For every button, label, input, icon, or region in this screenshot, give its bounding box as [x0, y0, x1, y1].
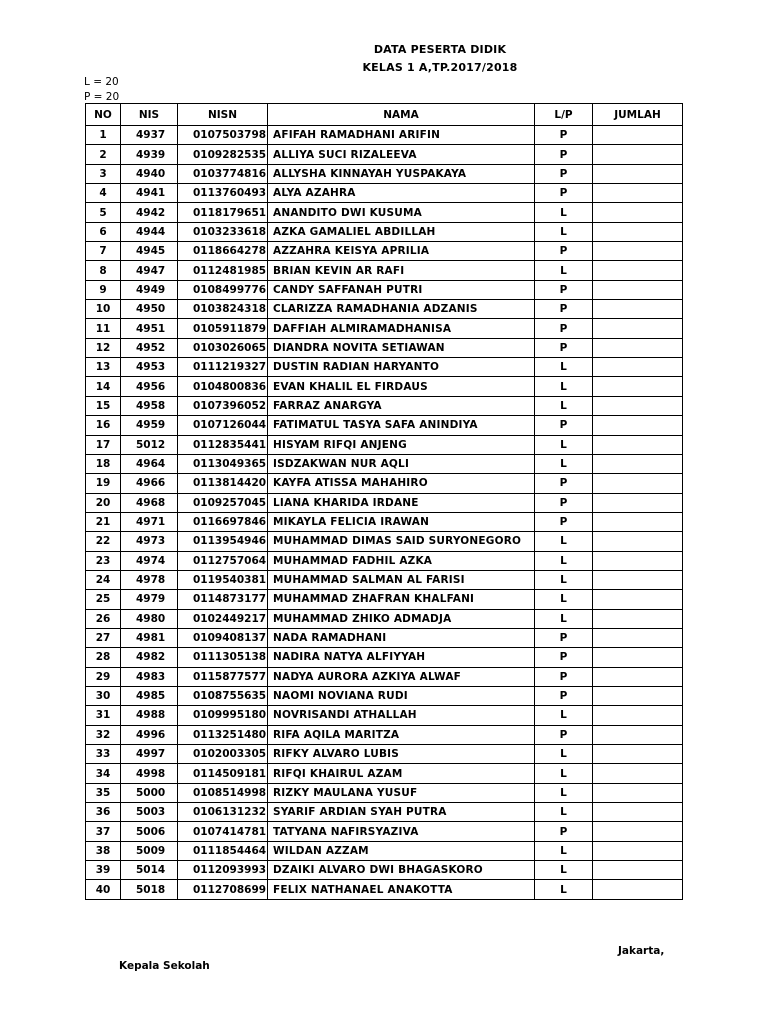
- cell-jumlah: [593, 203, 683, 222]
- cell-lp: L: [535, 706, 593, 725]
- cell-no: 33: [86, 745, 121, 764]
- cell-nama: RIFKY ALVARO LUBIS: [268, 745, 535, 764]
- cell-nisn: 0113954946: [178, 532, 268, 551]
- cell-nisn: 0104800836: [178, 377, 268, 396]
- cell-nama: ALLYSHA KINNAYAH YUSPAKAYA: [268, 164, 535, 183]
- cell-nisn: 0112835441: [178, 435, 268, 454]
- cell-nama: RIFA AQILA MARITZA: [268, 725, 535, 744]
- cell-jumlah: [593, 803, 683, 822]
- cell-no: 9: [86, 280, 121, 299]
- table-row: [86, 184, 683, 203]
- cell-lp: P: [535, 474, 593, 493]
- cell-nama: MUHAMMAD SALMAN AL FARISI: [268, 570, 535, 589]
- table-row: [86, 822, 683, 841]
- cell-nama: AZKA GAMALIEL ABDILLAH: [268, 222, 535, 241]
- cell-nama: ANANDITO DWI KUSUMA: [268, 203, 535, 222]
- cell-nis: 4973: [121, 532, 178, 551]
- cell-lp: P: [535, 145, 593, 164]
- cell-nisn: 0119540381: [178, 570, 268, 589]
- cell-no: 34: [86, 764, 121, 783]
- cell-no: 22: [86, 532, 121, 551]
- cell-lp: L: [535, 532, 593, 551]
- cell-nama: MUHAMMAD ZHAFRAN KHALFANI: [268, 590, 535, 609]
- cell-nis: 4950: [121, 300, 178, 319]
- table-row: [86, 861, 683, 880]
- cell-jumlah: [593, 454, 683, 473]
- cell-jumlah: [593, 222, 683, 241]
- cell-nisn: 0103824318: [178, 300, 268, 319]
- cell-lp: L: [535, 861, 593, 880]
- table-row: [86, 222, 683, 241]
- cell-nis: 4971: [121, 512, 178, 531]
- cell-nis: 4978: [121, 570, 178, 589]
- table-row: [86, 474, 683, 493]
- cell-nama: RIFQI KHAIRUL AZAM: [268, 764, 535, 783]
- cell-no: 13: [86, 358, 121, 377]
- cell-no: 40: [86, 880, 121, 899]
- cell-nisn: 0111219327: [178, 358, 268, 377]
- cell-nisn: 0113760493: [178, 184, 268, 203]
- header-no: NO: [86, 104, 121, 126]
- cell-no: 11: [86, 319, 121, 338]
- cell-nama: NADYA AURORA AZKIYA ALWAF: [268, 667, 535, 686]
- cell-no: 23: [86, 551, 121, 570]
- cell-no: 27: [86, 628, 121, 647]
- cell-no: 26: [86, 609, 121, 628]
- table-body: [86, 126, 683, 900]
- cell-jumlah: [593, 358, 683, 377]
- cell-jumlah: [593, 822, 683, 841]
- cell-nisn: 0107396052: [178, 396, 268, 415]
- cell-jumlah: [593, 319, 683, 338]
- cell-nama: SYARIF ARDIAN SYAH PUTRA: [268, 803, 535, 822]
- cell-jumlah: [593, 338, 683, 357]
- cell-no: 32: [86, 725, 121, 744]
- cell-jumlah: [593, 667, 683, 686]
- cell-nis: 4988: [121, 706, 178, 725]
- cell-no: 35: [86, 783, 121, 802]
- cell-nisn: 0107503798: [178, 126, 268, 145]
- cell-lp: P: [535, 686, 593, 705]
- cell-nisn: 0102449217: [178, 609, 268, 628]
- table-row: [86, 745, 683, 764]
- cell-jumlah: [593, 300, 683, 319]
- table-row: [86, 319, 683, 338]
- cell-jumlah: [593, 377, 683, 396]
- table-row: [86, 396, 683, 415]
- cell-no: 15: [86, 396, 121, 415]
- cell-lp: P: [535, 280, 593, 299]
- cell-lp: L: [535, 880, 593, 899]
- cell-nis: 4982: [121, 648, 178, 667]
- cell-no: 21: [86, 512, 121, 531]
- cell-nama: AFIFAH RAMADHANI ARIFIN: [268, 126, 535, 145]
- cell-lp: P: [535, 512, 593, 531]
- male-count: L = 20: [84, 76, 119, 88]
- cell-nama: CANDY SAFFANAH PUTRI: [268, 280, 535, 299]
- cell-jumlah: [593, 551, 683, 570]
- cell-nisn: 0106131232: [178, 803, 268, 822]
- cell-jumlah: [593, 474, 683, 493]
- cell-nisn: 0109282535: [178, 145, 268, 164]
- cell-nis: 4947: [121, 261, 178, 280]
- cell-nisn: 0112757064: [178, 551, 268, 570]
- cell-nis: 4956: [121, 377, 178, 396]
- cell-jumlah: [593, 126, 683, 145]
- document-title: DATA PESERTA DIDIK: [373, 43, 507, 56]
- table-row: [86, 590, 683, 609]
- cell-nisn: 0109257045: [178, 493, 268, 512]
- cell-jumlah: [593, 628, 683, 647]
- table-row: [86, 126, 683, 145]
- cell-nis: 4964: [121, 454, 178, 473]
- cell-no: 39: [86, 861, 121, 880]
- cell-nama: ALLIYA SUCI RIZALEEVA: [268, 145, 535, 164]
- cell-nis: 4944: [121, 222, 178, 241]
- cell-lp: L: [535, 570, 593, 589]
- cell-lp: L: [535, 551, 593, 570]
- cell-nis: 4939: [121, 145, 178, 164]
- table-row: [86, 338, 683, 357]
- cell-no: 20: [86, 493, 121, 512]
- cell-nis: 4983: [121, 667, 178, 686]
- cell-nis: 5000: [121, 783, 178, 802]
- cell-jumlah: [593, 686, 683, 705]
- cell-nama: DIANDRA NOVITA SETIAWAN: [268, 338, 535, 357]
- cell-nama: MIKAYLA FELICIA IRAWAN: [268, 512, 535, 531]
- cell-nis: 5003: [121, 803, 178, 822]
- cell-lp: P: [535, 300, 593, 319]
- cell-no: 25: [86, 590, 121, 609]
- table-row: [86, 841, 683, 860]
- cell-jumlah: [593, 783, 683, 802]
- cell-nis: 4951: [121, 319, 178, 338]
- cell-nama: ISDZAKWAN NUR AQLI: [268, 454, 535, 473]
- table-row: [86, 493, 683, 512]
- cell-jumlah: [593, 590, 683, 609]
- cell-no: 6: [86, 222, 121, 241]
- table-row: [86, 609, 683, 628]
- table-row: [86, 725, 683, 744]
- cell-lp: L: [535, 435, 593, 454]
- cell-lp: P: [535, 667, 593, 686]
- cell-jumlah: [593, 396, 683, 415]
- cell-lp: L: [535, 396, 593, 415]
- document-subtitle: KELAS 1 A,TP.2017/2018: [362, 61, 518, 74]
- cell-no: 28: [86, 648, 121, 667]
- cell-no: 17: [86, 435, 121, 454]
- cell-no: 4: [86, 184, 121, 203]
- cell-nis: 5014: [121, 861, 178, 880]
- cell-lp: L: [535, 841, 593, 860]
- cell-no: 1: [86, 126, 121, 145]
- header-nisn: NISN: [178, 104, 268, 126]
- cell-lp: L: [535, 783, 593, 802]
- cell-no: 16: [86, 416, 121, 435]
- cell-jumlah: [593, 416, 683, 435]
- cell-nama: MUHAMMAD DIMAS SAID SURYONEGORO: [268, 532, 535, 551]
- cell-jumlah: [593, 648, 683, 667]
- cell-nama: MUHAMMAD ZHIKO ADMADJA: [268, 609, 535, 628]
- cell-nama: FELIX NATHANAEL ANAKOTTA: [268, 880, 535, 899]
- cell-nama: HISYAM RIFQI ANJENG: [268, 435, 535, 454]
- cell-nisn: 0108514998: [178, 783, 268, 802]
- cell-nisn: 0114509181: [178, 764, 268, 783]
- cell-no: 3: [86, 164, 121, 183]
- cell-nama: KAYFA ATISSA MAHAHIRO: [268, 474, 535, 493]
- table-row: [86, 145, 683, 164]
- cell-nis: 4953: [121, 358, 178, 377]
- header-jumlah: JUMLAH: [593, 104, 683, 126]
- cell-nisn: 0107126044: [178, 416, 268, 435]
- cell-no: 8: [86, 261, 121, 280]
- cell-nisn: 0112708699: [178, 880, 268, 899]
- cell-jumlah: [593, 570, 683, 589]
- cell-nis: 4981: [121, 628, 178, 647]
- cell-jumlah: [593, 609, 683, 628]
- cell-lp: P: [535, 242, 593, 261]
- female-count: P = 20: [84, 91, 120, 103]
- cell-nisn: 0113814420: [178, 474, 268, 493]
- cell-lp: L: [535, 222, 593, 241]
- cell-nama: NOVRISANDI ATHALLAH: [268, 706, 535, 725]
- cell-nisn: 0113251480: [178, 725, 268, 744]
- cell-lp: P: [535, 648, 593, 667]
- cell-nisn: 0109995180: [178, 706, 268, 725]
- table-row: [86, 416, 683, 435]
- cell-no: 14: [86, 377, 121, 396]
- cell-nama: DZAIKI ALVARO DWI BHAGASKORO: [268, 861, 535, 880]
- cell-nisn: 0103026065: [178, 338, 268, 357]
- cell-jumlah: [593, 532, 683, 551]
- signature-title: Kepala Sekolah: [119, 960, 210, 972]
- signature-place-date: Jakarta,: [618, 945, 665, 957]
- cell-nama: DAFFIAH ALMIRAMADHANISA: [268, 319, 535, 338]
- cell-nis: 4952: [121, 338, 178, 357]
- cell-lp: P: [535, 126, 593, 145]
- cell-nis: 5012: [121, 435, 178, 454]
- cell-no: 38: [86, 841, 121, 860]
- cell-nis: 4966: [121, 474, 178, 493]
- table-row: [86, 570, 683, 589]
- table-row: [86, 203, 683, 222]
- cell-nama: DUSTIN RADIAN HARYANTO: [268, 358, 535, 377]
- table-row: [86, 358, 683, 377]
- cell-nisn: 0118664278: [178, 242, 268, 261]
- cell-jumlah: [593, 725, 683, 744]
- cell-nama: RIZKY MAULANA YUSUF: [268, 783, 535, 802]
- cell-nis: 4958: [121, 396, 178, 415]
- cell-nisn: 0108499776: [178, 280, 268, 299]
- cell-nisn: 0105911879: [178, 319, 268, 338]
- cell-jumlah: [593, 261, 683, 280]
- cell-lp: L: [535, 203, 593, 222]
- cell-nisn: 0103774816: [178, 164, 268, 183]
- cell-lp: L: [535, 454, 593, 473]
- cell-jumlah: [593, 164, 683, 183]
- cell-lp: P: [535, 628, 593, 647]
- cell-nama: NAOMI NOVIANA RUDI: [268, 686, 535, 705]
- cell-nis: 4959: [121, 416, 178, 435]
- cell-jumlah: [593, 242, 683, 261]
- header-nama: NAMA: [268, 104, 535, 126]
- cell-jumlah: [593, 706, 683, 725]
- table-header-row: [86, 104, 683, 126]
- cell-nisn: 0103233618: [178, 222, 268, 241]
- header-nis: NIS: [121, 104, 178, 126]
- table-row: [86, 242, 683, 261]
- cell-nisn: 0102003305: [178, 745, 268, 764]
- cell-nisn: 0114873177: [178, 590, 268, 609]
- cell-nama: MUHAMMAD FADHIL AZKA: [268, 551, 535, 570]
- cell-no: 10: [86, 300, 121, 319]
- cell-no: 2: [86, 145, 121, 164]
- cell-no: 36: [86, 803, 121, 822]
- cell-nisn: 0111305138: [178, 648, 268, 667]
- cell-lp: P: [535, 164, 593, 183]
- cell-nisn: 0108755635: [178, 686, 268, 705]
- cell-nisn: 0111854464: [178, 841, 268, 860]
- cell-nis: 4942: [121, 203, 178, 222]
- cell-nama: NADA RAMADHANI: [268, 628, 535, 647]
- cell-nama: FATIMATUL TASYA SAFA ANINDIYA: [268, 416, 535, 435]
- cell-nis: 4980: [121, 609, 178, 628]
- cell-nisn: 0112481985: [178, 261, 268, 280]
- cell-no: 7: [86, 242, 121, 261]
- cell-nisn: 0118179651: [178, 203, 268, 222]
- table-row: [86, 764, 683, 783]
- cell-nis: 5009: [121, 841, 178, 860]
- cell-lp: L: [535, 590, 593, 609]
- cell-nis: 4985: [121, 686, 178, 705]
- cell-jumlah: [593, 145, 683, 164]
- cell-lp: L: [535, 261, 593, 280]
- cell-jumlah: [593, 280, 683, 299]
- cell-lp: L: [535, 377, 593, 396]
- cell-nis: 4997: [121, 745, 178, 764]
- table-row: [86, 512, 683, 531]
- cell-nama: AZZAHRA KEISYA APRILIA: [268, 242, 535, 261]
- cell-lp: P: [535, 416, 593, 435]
- cell-lp: P: [535, 338, 593, 357]
- cell-nis: 4941: [121, 184, 178, 203]
- cell-nis: 4998: [121, 764, 178, 783]
- cell-no: 18: [86, 454, 121, 473]
- table-row: [86, 532, 683, 551]
- cell-nis: 4937: [121, 126, 178, 145]
- cell-lp: P: [535, 184, 593, 203]
- cell-lp: L: [535, 803, 593, 822]
- table-row: [86, 686, 683, 705]
- table-row: [86, 377, 683, 396]
- cell-nis: 4949: [121, 280, 178, 299]
- cell-jumlah: [593, 512, 683, 531]
- cell-lp: P: [535, 493, 593, 512]
- cell-jumlah: [593, 764, 683, 783]
- cell-no: 29: [86, 667, 121, 686]
- table-row: [86, 667, 683, 686]
- cell-nisn: 0109408137: [178, 628, 268, 647]
- header-lp: L/P: [535, 104, 593, 126]
- cell-nama: ALYA AZAHRA: [268, 184, 535, 203]
- cell-nisn: 0116697846: [178, 512, 268, 531]
- cell-nama: TATYANA NAFIRSYAZIVA: [268, 822, 535, 841]
- cell-nis: 4996: [121, 725, 178, 744]
- cell-jumlah: [593, 861, 683, 880]
- cell-lp: P: [535, 319, 593, 338]
- table-row: [86, 280, 683, 299]
- table-row: [86, 454, 683, 473]
- table-row: [86, 803, 683, 822]
- cell-lp: L: [535, 764, 593, 783]
- cell-lp: L: [535, 358, 593, 377]
- cell-nis: 5006: [121, 822, 178, 841]
- cell-no: 31: [86, 706, 121, 725]
- cell-jumlah: [593, 184, 683, 203]
- table-row: [86, 783, 683, 802]
- table-row: [86, 648, 683, 667]
- student-table: [85, 103, 683, 900]
- cell-no: 12: [86, 338, 121, 357]
- cell-nama: LIANA KHARIDA IRDANE: [268, 493, 535, 512]
- cell-nama: FARRAZ ANARGYA: [268, 396, 535, 415]
- cell-nama: EVAN KHALIL EL FIRDAUS: [268, 377, 535, 396]
- cell-lp: L: [535, 745, 593, 764]
- cell-jumlah: [593, 880, 683, 899]
- table-row: [86, 164, 683, 183]
- cell-nisn: 0113049365: [178, 454, 268, 473]
- cell-nis: 4979: [121, 590, 178, 609]
- cell-nis: 4968: [121, 493, 178, 512]
- cell-nis: 4945: [121, 242, 178, 261]
- cell-jumlah: [593, 493, 683, 512]
- cell-nama: CLARIZZA RAMADHANIA ADZANIS: [268, 300, 535, 319]
- table-row: [86, 261, 683, 280]
- cell-nama: NADIRA NATYA ALFIYYAH: [268, 648, 535, 667]
- table-row: [86, 435, 683, 454]
- cell-no: 5: [86, 203, 121, 222]
- cell-lp: L: [535, 609, 593, 628]
- cell-jumlah: [593, 435, 683, 454]
- cell-nama: BRIAN KEVIN AR RAFI: [268, 261, 535, 280]
- cell-nisn: 0112093993: [178, 861, 268, 880]
- cell-nis: 4974: [121, 551, 178, 570]
- cell-nis: 4940: [121, 164, 178, 183]
- cell-jumlah: [593, 745, 683, 764]
- cell-no: 24: [86, 570, 121, 589]
- cell-no: 37: [86, 822, 121, 841]
- table-row: [86, 300, 683, 319]
- cell-lp: P: [535, 822, 593, 841]
- cell-nisn: 0115877577: [178, 667, 268, 686]
- cell-jumlah: [593, 841, 683, 860]
- table-row: [86, 628, 683, 647]
- cell-nis: 5018: [121, 880, 178, 899]
- cell-nisn: 0107414781: [178, 822, 268, 841]
- table-row: [86, 880, 683, 899]
- cell-lp: P: [535, 725, 593, 744]
- cell-nama: WILDAN AZZAM: [268, 841, 535, 860]
- table-row: [86, 706, 683, 725]
- table-row: [86, 551, 683, 570]
- cell-no: 30: [86, 686, 121, 705]
- cell-no: 19: [86, 474, 121, 493]
